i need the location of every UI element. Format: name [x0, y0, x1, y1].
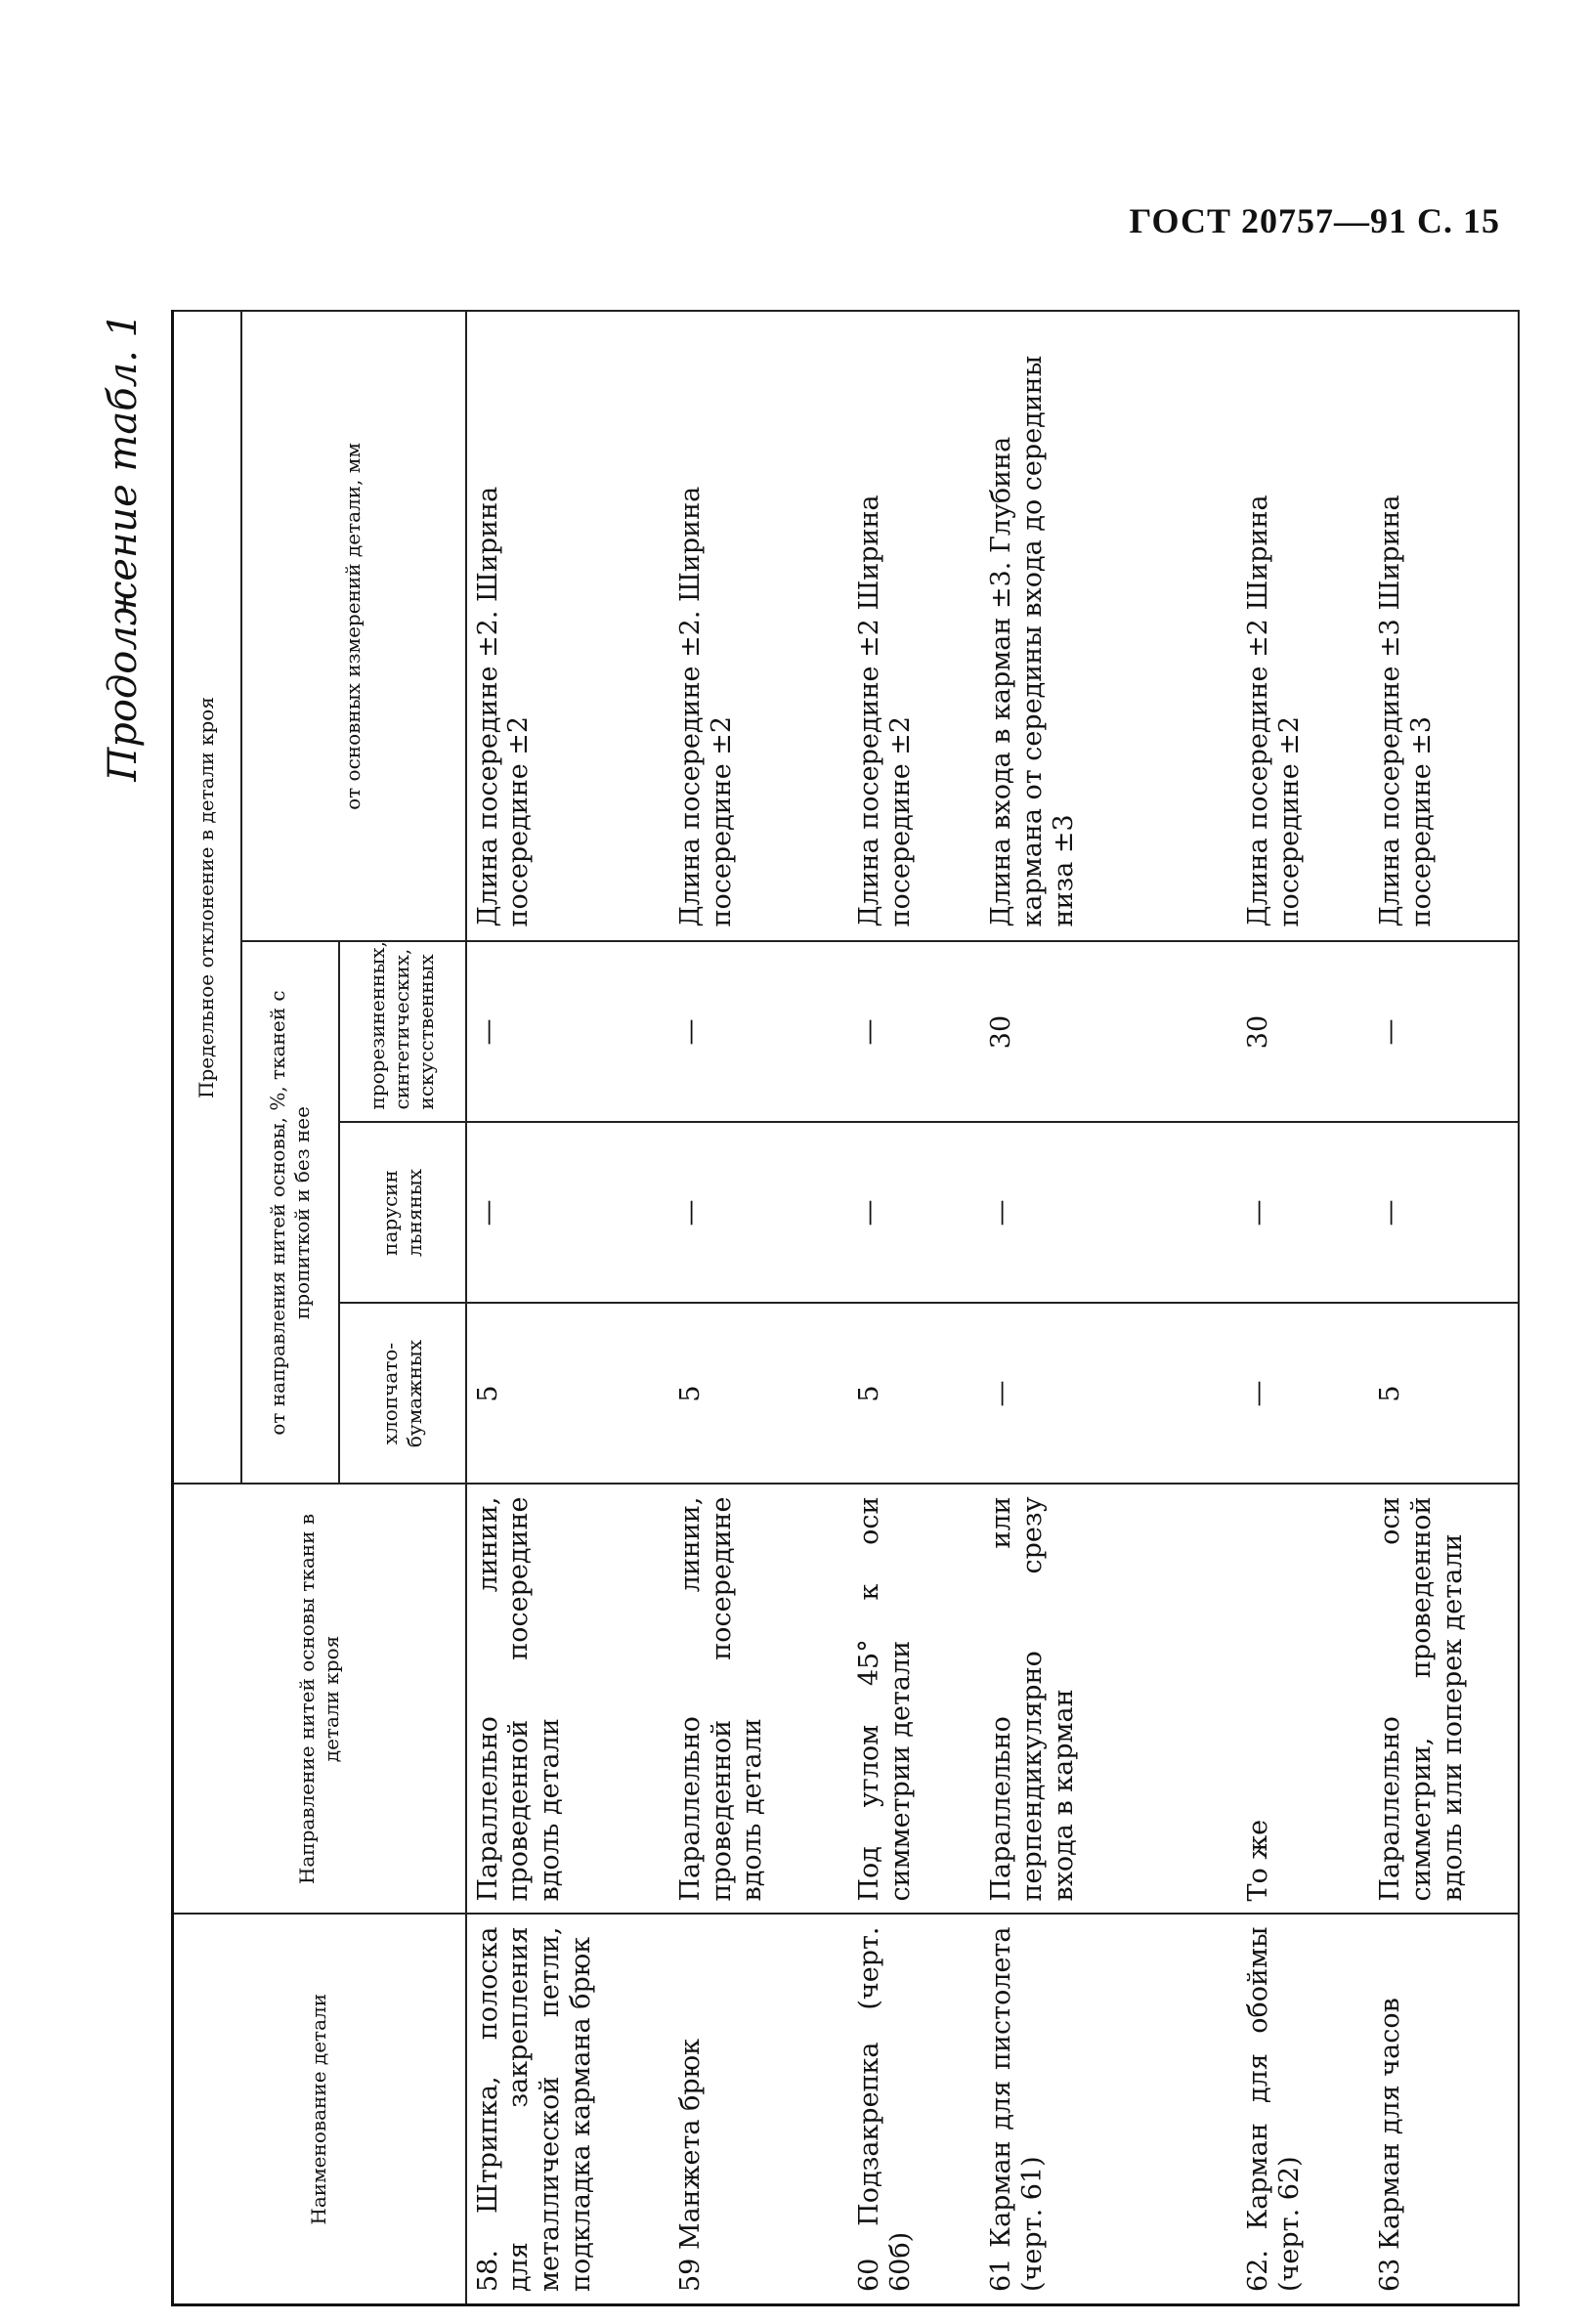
page-header: ГОСТ 20757—91 С. 15: [1129, 201, 1500, 240]
cell-direction: Параллельно оси симметрии, проведенной вдоль или поперек детали: [1369, 1485, 1519, 1915]
cell-name: 58. Штрипка, полоска для закрепления металлической петли, подкладка кармана брюк: [466, 1915, 669, 2305]
table-caption: Продолжение табл. 1: [101, 313, 146, 782]
cell-measurements: Длина входа в карман ±3. Глубина кармана от середины входа до середины низа ±3: [980, 312, 1237, 942]
cell-name: 63 Карман для часов: [1369, 1915, 1519, 2305]
cell-measurements: Длина посередине ±3 Ширина посередине ±3: [1369, 312, 1519, 942]
cell-synthetic: —: [848, 942, 980, 1123]
cell-name: 62. Карман для обоймы (черт. 62): [1237, 1915, 1369, 2305]
cell-synthetic: —: [466, 942, 669, 1123]
header-deviation-group: Предельное отклонение в детали кроя: [173, 312, 241, 1485]
table-row: [980, 312, 1237, 2305]
cell-measurements: Длина посередине ±2. Ширина посередине ±2: [669, 312, 849, 942]
cell-cotton: —: [980, 1304, 1237, 1485]
cell-direction: Параллельно линии, проведенной посередине вдоль детали: [669, 1485, 849, 1915]
cell-synthetic: —: [1369, 942, 1519, 1123]
cell-parusin: —: [669, 1123, 849, 1304]
table-row: [669, 312, 849, 2305]
header-synthetic: прорезиненных, синтетических, искусственных: [339, 942, 466, 1123]
table-row: [848, 312, 980, 2305]
rotated-table-block: [101, 313, 1520, 2306]
cell-cotton: 5: [466, 1304, 669, 1485]
header-from-direction: от направления нитей основы, %, тканей с пропиткой и без нее: [241, 942, 339, 1485]
cell-cotton: 5: [1369, 1304, 1519, 1485]
cell-cotton: —: [1237, 1304, 1369, 1485]
cell-measurements: Длина посередине ±2. Ширина посередине ±2: [466, 312, 669, 942]
table-row: [466, 312, 669, 2305]
header-name: Наименование детали: [173, 1915, 466, 2305]
cell-parusin: —: [848, 1123, 980, 1304]
cell-synthetic: —: [669, 942, 849, 1123]
cell-parusin: —: [1369, 1123, 1519, 1304]
cell-parusin: —: [980, 1123, 1237, 1304]
header-direction: Направление нитей основы ткани в детали кроя: [173, 1485, 466, 1915]
cell-measurements: Длина посередине ±2 Ширина посередине ±2: [848, 312, 980, 942]
header-from-measurements: от основных измерений детали, мм: [241, 312, 466, 942]
header-parusin: парусин льняных: [339, 1123, 466, 1304]
table-row: [1237, 312, 1369, 2305]
header-cotton: хлопчато-бумажных: [339, 1304, 466, 1485]
cell-cotton: 5: [848, 1304, 980, 1485]
deviation-table: [171, 311, 1520, 2307]
cell-direction: То же: [1237, 1485, 1369, 1915]
cell-synthetic: 30: [980, 942, 1237, 1123]
cell-direction: Параллельно или перпендикулярно срезу входа в карман: [980, 1485, 1237, 1915]
cell-measurements: Длина посередине ±2 Ширина посередине ±2: [1237, 312, 1369, 942]
table-body: [466, 312, 1520, 2305]
table-row: [1369, 312, 1519, 2305]
cell-name: 61 Карман для пистолета (черт. 61): [980, 1915, 1237, 2305]
cell-direction: Параллельно линии, проведенной посередине вдоль детали: [466, 1485, 669, 1915]
cell-cotton: 5: [669, 1304, 849, 1485]
cell-name: 59 Манжета брюк: [669, 1915, 849, 2305]
cell-synthetic: 30: [1237, 942, 1369, 1123]
cell-direction: Под углом 45° к оси симметрии детали: [848, 1485, 980, 1915]
table-head: [173, 312, 466, 2305]
cell-parusin: —: [1237, 1123, 1369, 1304]
cell-name: 60 Подзакрепка (черт. 60б): [848, 1915, 980, 2305]
cell-parusin: —: [466, 1123, 669, 1304]
